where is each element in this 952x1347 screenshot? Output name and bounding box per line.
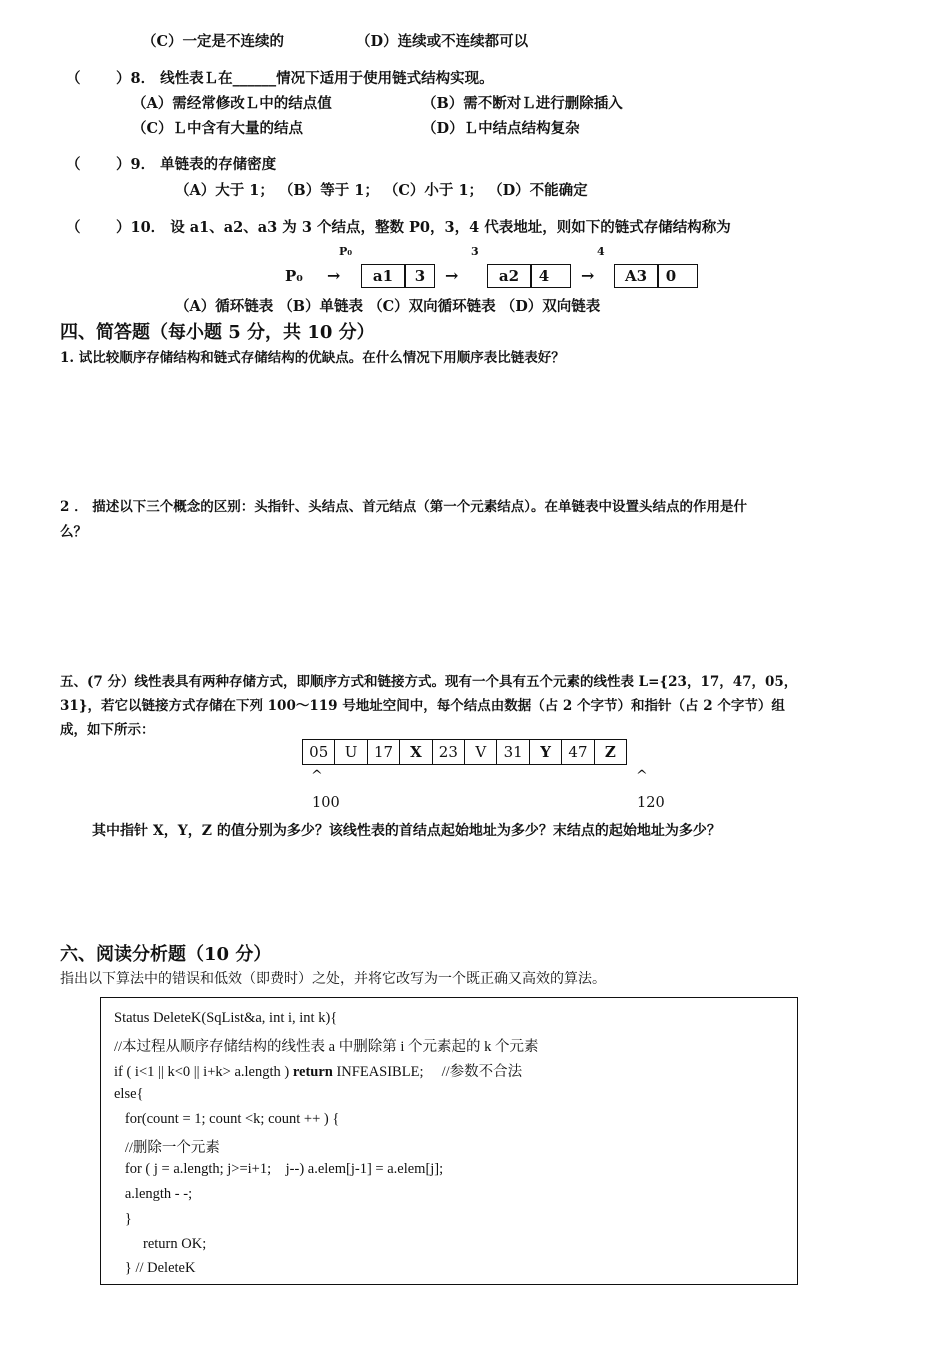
addr-start: 100: [312, 795, 340, 811]
q9-stem: ）9． 单链表的存储密度: [116, 156, 277, 173]
section5-line2: 31}，若它以链接方式存储在下列 100～119 号地址空间中，每个结点由数据（占 2 个字节）和指针（占 2 个字节）组: [60, 698, 785, 714]
code-fragment: INFEASIBLE; //参数不合法: [332, 1064, 523, 1080]
list-node: [487, 264, 571, 288]
node-data: a2: [498, 267, 520, 285]
q8-option-b: （B）需不断对Ｌ进行删除插入: [422, 95, 623, 112]
code-keyword: return: [292, 1064, 333, 1080]
q8-paren: （: [66, 70, 81, 87]
section5-line1: 五、(7 分）线性表具有两种存储方式，即顺序方式和链接方式。现有一个具有五个元素的线性表 L={23，17，47，05，: [60, 674, 798, 690]
section6-instruction: 指出以下算法中的错误和低效（即费时）之处，并将它改写为一个既正确又高效的算法。: [60, 971, 606, 987]
memory-cell: V: [465, 740, 497, 764]
q8-option-a: （A）需经常修改Ｌ中的结点值: [132, 95, 332, 112]
q10-paren: （: [66, 219, 81, 236]
memory-cell: 05: [303, 740, 335, 764]
memory-cell: Y: [530, 740, 562, 764]
section4-q2-line1: 2 ． 描述以下三个概念的区别：头指针、头结点、首元结点（第一个元素结点）。在单链表中设置头结点的作用是什: [60, 499, 748, 515]
code-line: //删除一个元素: [114, 1140, 220, 1156]
code-line: return OK;: [114, 1236, 207, 1252]
addr-label: P₀: [339, 245, 353, 258]
memory-cell: 31: [497, 740, 529, 764]
code-line: for ( j = a.length; j>=i+1; j--) a.elem[j-1] = a.elem[j];: [114, 1161, 444, 1177]
q8-option-d: （D）Ｌ中结点结构复杂: [422, 120, 580, 137]
code-line: for(count = 1; count <k; count ++ ) {: [114, 1111, 340, 1127]
section4-q1: 1. 试比较顺序存储结构和链式存储结构的优缺点。在什么情况下用顺序表比链表好？: [60, 350, 565, 366]
code-line: }: [114, 1211, 132, 1227]
addr-end: 120: [637, 795, 665, 811]
list-node: [361, 264, 435, 288]
memory-cell: Z: [604, 743, 616, 761]
q8-option-c: （C）Ｌ中含有大量的结点: [132, 120, 304, 137]
memory-cell: 23: [433, 740, 465, 764]
code-line: } // DeleteK: [114, 1260, 196, 1276]
code-line: [114, 1060, 522, 1081]
code-line: else{: [114, 1086, 144, 1102]
memory-layout: [302, 739, 627, 765]
q10-options: （A）循环链表 （B）单链表 （C）双向循环链表 （D）双向链表: [175, 298, 601, 315]
q7-option-c: （C）一定是不连续的: [142, 33, 285, 50]
q10-stem: ）10． 设 a1、a2、a3 为 3 个结点，整数 P0，3，4 代表地址，则如下的链式存储结构称为: [116, 219, 731, 236]
list-node: [614, 264, 698, 288]
code-line: Status DeleteK(SqList&a, int i, int k){: [114, 1010, 338, 1026]
caret-start: ^: [311, 768, 323, 784]
q9-options: （A）大于 1； （B）等于 1； （C）小于 1； （D）不能确定: [175, 182, 588, 199]
arrow-icon: →: [327, 266, 341, 285]
node-next: 4: [538, 267, 550, 285]
q9-paren: （: [66, 156, 81, 173]
code-fragment: if ( i<1 || k<0 || i+k> a.length ): [114, 1064, 293, 1080]
arrow-icon: →: [445, 266, 459, 285]
section4-q2-line2: 么？: [60, 524, 87, 540]
section4-title: 四、简答题（每小题 5 分，共 10 分）: [60, 322, 375, 343]
q8-stem: ）8． 线性表Ｌ在______情况下适用于使用链式结构实现。: [116, 70, 494, 87]
memory-cell: 17: [368, 740, 400, 764]
node-data: A3: [624, 267, 648, 285]
code-line: a.length - -;: [114, 1186, 193, 1202]
memory-cell: 47: [562, 740, 594, 764]
code-block: [100, 997, 798, 1285]
section5-line3: 成，如下所示：: [60, 722, 155, 738]
caret-end: ^: [636, 768, 648, 784]
memory-cell: U: [335, 740, 367, 764]
section5-question: 其中指针 X，Y，Z 的值分别为多少？该线性表的首结点起始地址为多少？末结点的起始地址为多少？: [92, 823, 721, 839]
section6-title: 六、阅读分析题（10 分）: [60, 944, 272, 965]
q7-option-d: （D）连续或不连续都可以: [356, 33, 529, 50]
addr-label: 3: [471, 245, 479, 258]
node-next: 3: [414, 267, 426, 285]
node-data: a1: [372, 267, 394, 285]
node-next: 0: [665, 267, 677, 285]
code-line: //本过程从顺序存储结构的线性表 a 中删除第 i 个元素起的 k 个元素: [114, 1039, 539, 1055]
arrow-icon: →: [581, 266, 595, 285]
head-pointer: P₀: [285, 267, 303, 285]
addr-label: 4: [597, 245, 605, 258]
memory-cell: X: [400, 740, 432, 764]
